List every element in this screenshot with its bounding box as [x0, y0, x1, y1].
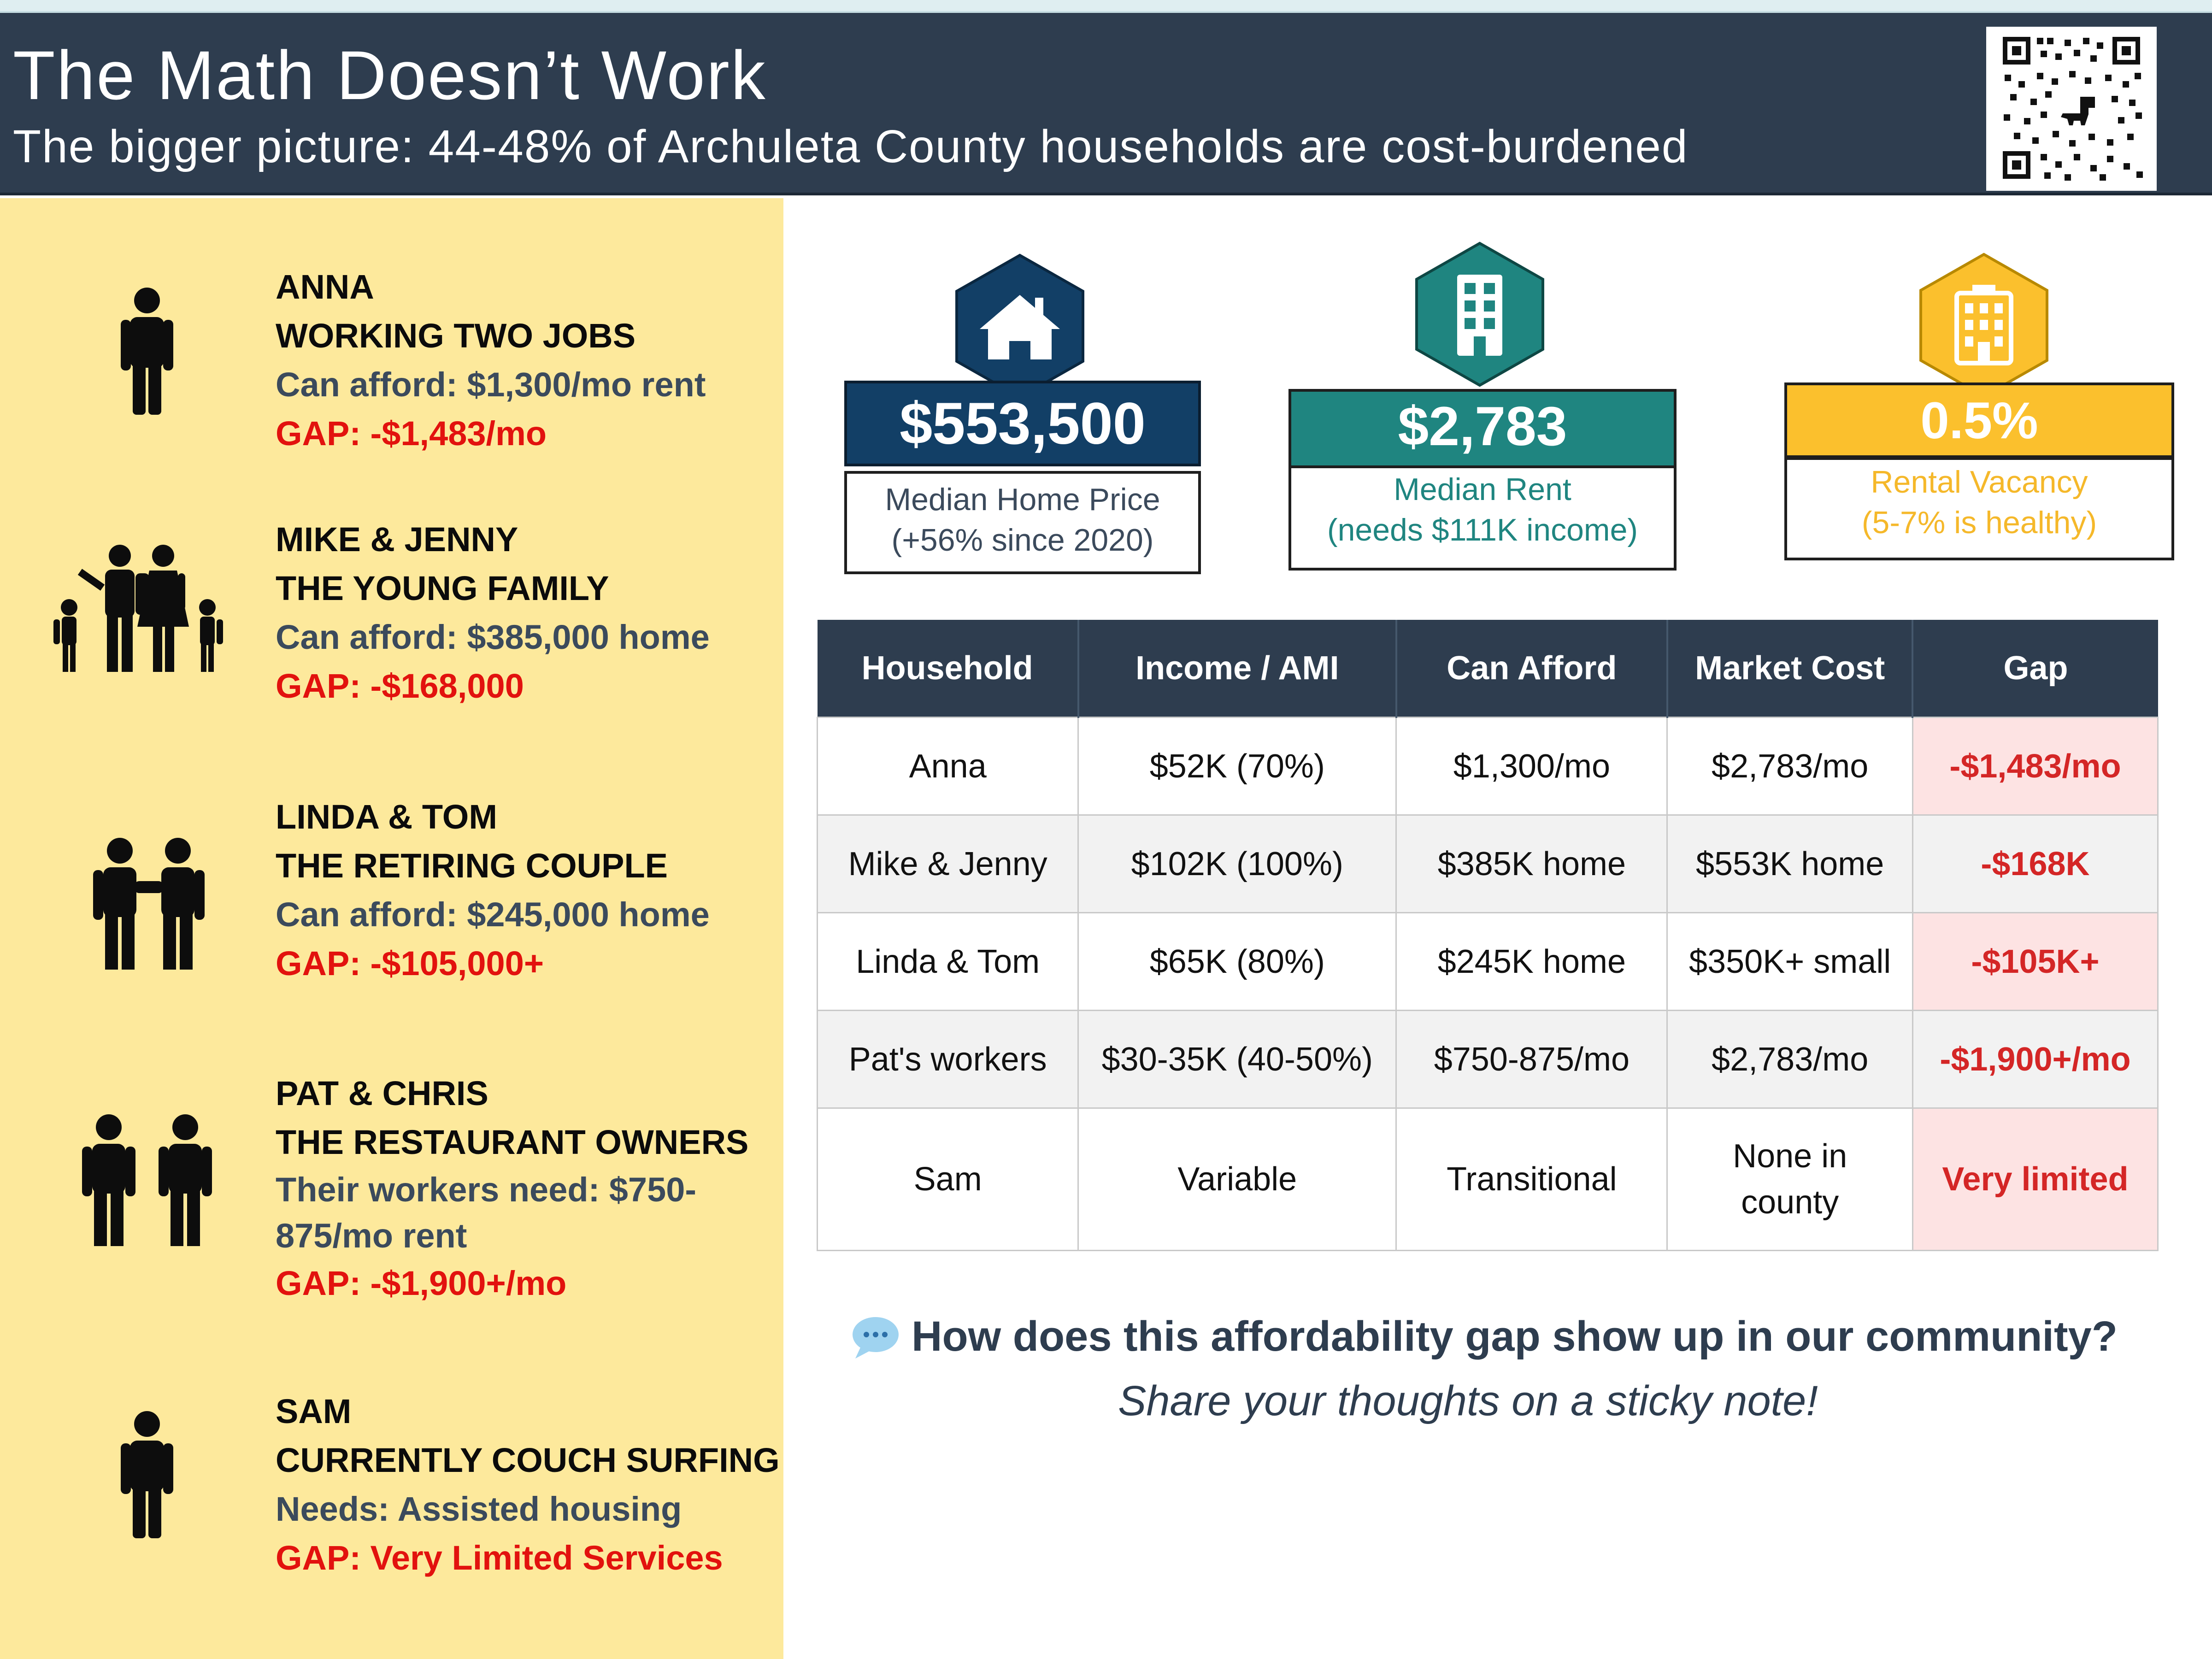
kpi-label-line2: (+56% since 2020)	[891, 523, 1154, 558]
gap-cell: -$105K+	[1912, 913, 2158, 1011]
apartment-building-icon	[1413, 241, 1547, 388]
persona-role: WORKING TWO JOBS	[276, 317, 636, 355]
persona-name: LINDA & TOM	[276, 798, 497, 836]
persona-role: CURRENTLY COUCH SURFING	[276, 1441, 780, 1479]
table-cell: Transitional	[1396, 1108, 1667, 1251]
persona-name: PAT & CHRIS	[276, 1074, 488, 1112]
table-header-row	[818, 620, 2158, 718]
persona-gap: GAP: Very Limited Services	[276, 1539, 723, 1577]
table-row	[818, 1011, 2158, 1108]
persona-anna	[276, 263, 782, 458]
header-banner	[0, 13, 2212, 195]
prompt-instruction: Share your thoughts on a sticky note!	[1118, 1377, 1818, 1424]
persona-sam	[276, 1387, 782, 1583]
persona-name: SAM	[276, 1392, 352, 1430]
table-cell: $2,783/mo	[1667, 1011, 1913, 1108]
kpi-label-line1: Median Rent	[1394, 472, 1571, 507]
persona-role: THE YOUNG FAMILY	[276, 569, 609, 607]
kpi-label	[1288, 465, 1677, 571]
table-cell: $553K home	[1667, 815, 1913, 913]
column-header-income: Income / AMI	[1078, 620, 1396, 718]
kpi-label-line1: Rental Vacancy	[1871, 465, 2088, 500]
persona-mike-jenny	[276, 515, 782, 711]
table-cell: $350K+ small	[1667, 913, 1913, 1011]
persona-gap: GAP: -$168,000	[276, 667, 524, 705]
table-row	[818, 913, 2158, 1011]
hotel-building-icon	[1917, 252, 2051, 399]
table-cell: $1,300/mo	[1396, 718, 1667, 815]
speech-bubble-icon	[851, 1314, 900, 1360]
column-header-gap: Gap	[1912, 620, 2158, 718]
table-cell: $245K home	[1396, 913, 1667, 1011]
table-cell: $30-35K (40-50%)	[1078, 1011, 1396, 1108]
table-cell: Sam	[818, 1108, 1078, 1251]
persona-gap: GAP: -$1,900+/mo	[276, 1264, 567, 1302]
single-person-icon	[112, 1410, 182, 1539]
house-icon	[953, 253, 1087, 400]
table-cell: Pat's workers	[818, 1011, 1078, 1108]
kpi-value: $553,500	[844, 381, 1201, 466]
persona-gap: GAP: -$105,000+	[276, 944, 544, 982]
kpi-value: $2,783	[1288, 389, 1677, 468]
table-cell: $65K (80%)	[1078, 913, 1396, 1011]
persona-linda-tom	[276, 793, 782, 988]
table-cell: $52K (70%)	[1078, 718, 1396, 815]
family-icon	[51, 544, 244, 673]
single-person-icon	[112, 287, 182, 416]
two-people-icon	[76, 1113, 218, 1247]
table-cell: Variable	[1078, 1108, 1396, 1251]
page-title: The Math Doesn’t Work	[13, 36, 767, 114]
column-header-household: Household	[818, 620, 1078, 718]
table-cell: $750-875/mo	[1396, 1011, 1667, 1108]
table-cell: Linda & Tom	[818, 913, 1078, 1011]
gap-cell: Very limited	[1912, 1108, 2158, 1251]
persona-name: ANNA	[276, 268, 374, 306]
kpi-value: 0.5%	[1784, 382, 2174, 458]
table-row	[818, 1108, 2158, 1251]
column-header-market-cost: Market Cost	[1667, 620, 1913, 718]
table-cell: Anna	[818, 718, 1078, 815]
column-header-can-afford: Can Afford	[1396, 620, 1667, 718]
persona-afford: Can afford: $385,000 home	[276, 618, 710, 656]
qr-code[interactable]	[1986, 27, 2157, 191]
prompt-question: How does this affordability gap show up in our community?	[912, 1313, 2118, 1360]
persona-gap: GAP: -$1,483/mo	[276, 414, 547, 453]
persona-afford: Needs: Assisted housing	[276, 1490, 682, 1528]
persona-name: MIKE & JENNY	[276, 520, 518, 559]
table-row	[818, 815, 2158, 913]
persona-role: THE RETIRING COUPLE	[276, 847, 668, 885]
affordability-table	[817, 620, 2159, 1251]
persona-sidebar	[0, 198, 783, 1659]
gap-cell: -$168K	[1912, 815, 2158, 913]
persona-pat-chris	[276, 1069, 782, 1308]
persona-afford: Can afford: $1,300/mo rent	[276, 365, 706, 404]
table-cell: $2,783/mo	[1667, 718, 1913, 815]
kpi-label-line1: Median Home Price	[885, 482, 1160, 517]
couple-holding-hands-icon	[87, 837, 211, 971]
kpi-label	[844, 471, 1201, 574]
kpi-label-line2: (needs $111K income)	[1327, 512, 1638, 547]
table-cell: $102K (100%)	[1078, 815, 1396, 913]
page-subtitle: The bigger picture: 44-48% of Archuleta County households are cost-burdened	[13, 121, 1688, 172]
persona-afford: Can afford: $245,000 home	[276, 895, 710, 934]
persona-role: THE RESTAURANT OWNERS	[276, 1123, 749, 1161]
table-cell: None in county	[1667, 1108, 1913, 1251]
gap-cell: -$1,483/mo	[1912, 718, 2158, 815]
persona-afford: Their workers need: $750-875/mo rent	[276, 1171, 697, 1255]
kpi-label-line2: (5-7% is healthy)	[1861, 505, 2097, 540]
table-row	[818, 718, 2158, 815]
table-cell: Mike & Jenny	[818, 815, 1078, 913]
top-accent-strip	[0, 0, 2212, 13]
gap-cell: -$1,900+/mo	[1912, 1011, 2158, 1108]
kpi-label	[1784, 457, 2174, 560]
table-cell: $385K home	[1396, 815, 1667, 913]
